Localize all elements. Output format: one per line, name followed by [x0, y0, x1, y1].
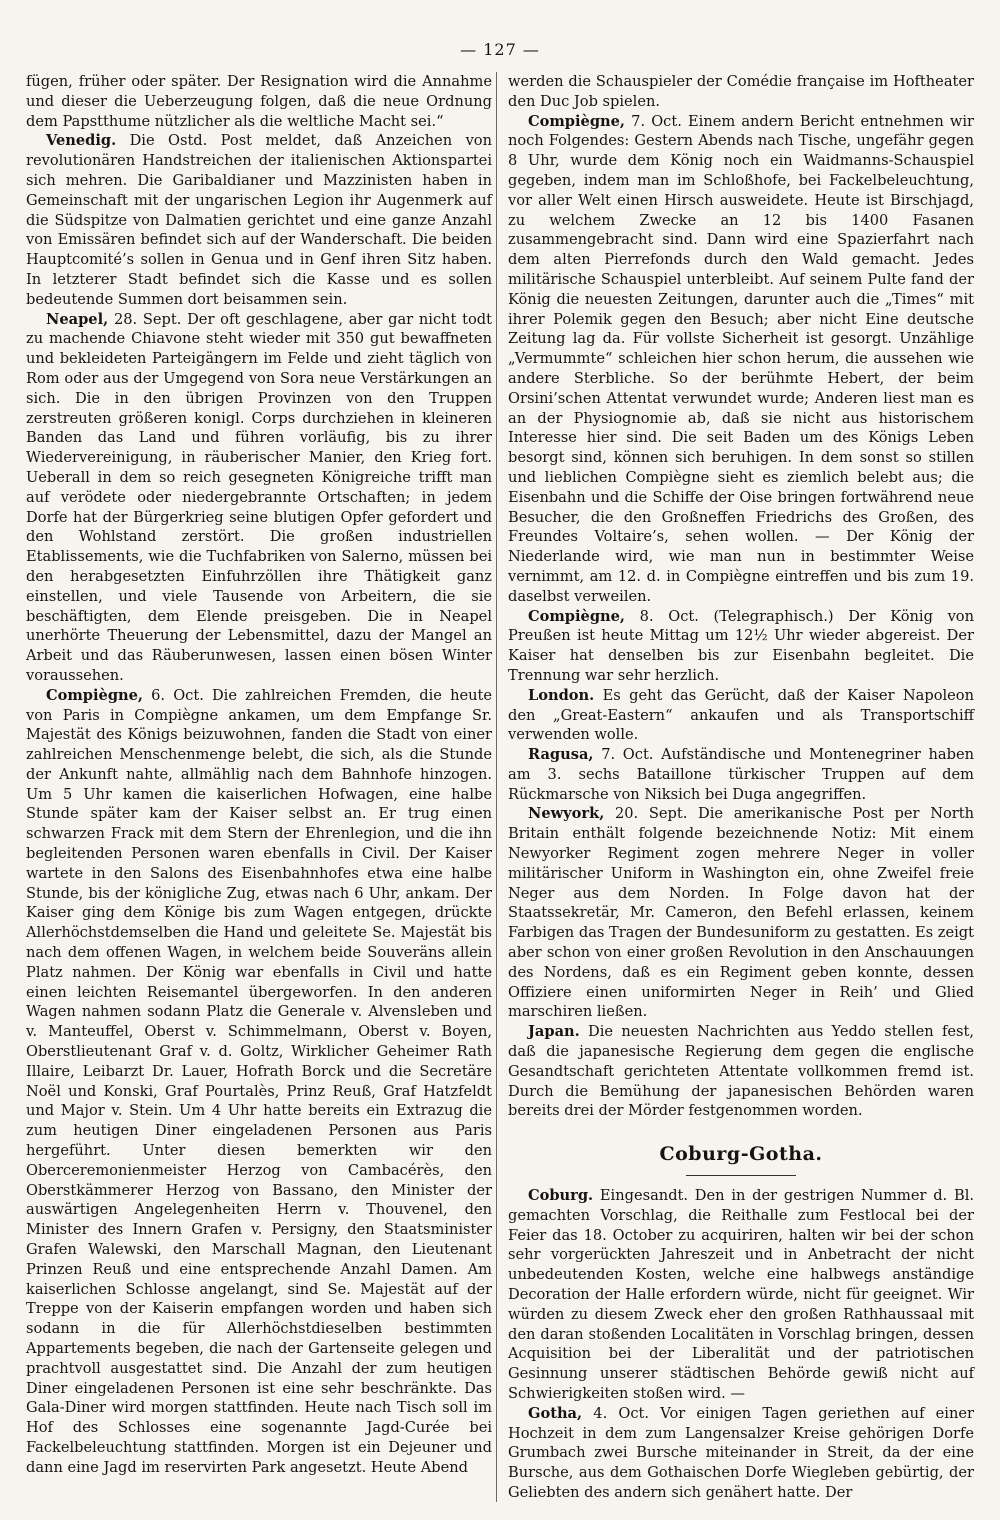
place-dateline: Compiègne,	[46, 686, 144, 704]
article-text: 7. Oct. Einem andern Bericht entnehmen wir noch Folgendes: Gestern Abends nach Tische, ungefähr gegen 8 Uhr, wurde dem König noch ein Waidmanns-Schauspiel gegeben, indem man im Schloßhofe, bei Fackelbeleuchtung, vor aller Welt einen Hirsch ausweidete. Heute ist Birschjagd, zu welchem Zwecke an 12 bis 1400 Fasanen zusammengebracht sind. Dann wird eine Spazierfahrt nach dem alten Pierrefonds durch den Wald gemacht. Jedes militärische Schauspiel unterbleibt. Auf seinem Pulte fand der König die neuesten Zeitungen, darunter auch die „Times“ mit ihrer Polemik gegen den Besuch; aber nicht Eine deutsche Zeitung lag da. Für vollste Sicherheit ist gesorgt. Unzählige „Vermummte“ schleichen hier schon herum, die aussehen wie andere Sterbliche. So der berühmte Hebert, der beim Orsini’schen Attentat verwundet wurde; Anderen liest man es an der Physiognomie ab, daß sie nicht aus historischem Interesse hier sind. Die seit Baden um des Königs Leben besorgt sind, können sich beruhigen. In dem sonst so stillen und lieblichen Compiègne sieht es ziemlich belebt aus; die Eisenbahn und die Schiffe der Oise bringen fortwährend neue Besucher, die den Großneffen Friedrichs des Großen, des Freundes Voltaire’s, sehen wollen. — Der König der Niederlande wird, wie man nun in bestimmter Weise vernimmt, am 12. d. in Compiègne eintreffen und bis zum 19. daselbst verweilen.	[508, 112, 974, 605]
article-text: Die Ostd. Post meldet, daß Anzeichen von revolutionären Handstreichen der italienischen Aktionspartei sich mehren. Die Garibaldianer und Mazzinisten haben in Gemeinschaft mit der ungarischen Legion ihr Augenmerk auf die Südspitze von Dalmatien gerichtet und eine ganze Anzahl von Emissären befindet sich auf der Wanderschaft. Die beiden Hauptcomité’s sollen in Genua und in Genf ihren Sitz haben. In letzterer Stadt befindet sich die Kasse und es sollen bedeutende Summen dort beisammen sein.	[26, 132, 492, 308]
place-dateline: Compiègne,	[528, 112, 626, 130]
article-text: Es geht das Gerücht, daß der Kaiser Napoleon den „Great-Eastern“ ankaufen und als Transportschiff verwenden wolle.	[508, 686, 974, 744]
article-text: Die neuesten Nachrichten aus Yeddo stellen fest, daß die japanesische Regierung dem gegen die englische Gesandtschaft gerichteten Attentate vollkommen fremd ist. Durch die Bemühung der japanesischen Behörden waren bereits drei der Mörder festgenommen worden.	[508, 1023, 974, 1120]
article-paragraph	[26, 310, 492, 686]
article-paragraph	[508, 804, 974, 1022]
right-articles	[508, 72, 974, 1121]
right-column	[508, 72, 974, 1503]
article-paragraph	[508, 607, 974, 686]
article-paragraph	[508, 745, 974, 804]
place-dateline: Venedig.	[46, 132, 117, 150]
article-paragraph	[26, 686, 492, 1478]
place-dateline: Gotha,	[528, 1404, 583, 1422]
article-text: 7. Oct. Aufständische und Montenegriner haben am 3. sechs Bataillone türkischer Truppen auf dem Rückmarsche von Niksich bei Duga angegriffen.	[508, 746, 974, 803]
article-paragraph	[26, 131, 492, 309]
place-dateline: Newyork,	[528, 805, 605, 823]
article-text: Eingesandt. Den in der gestrigen Nummer d. Bl. gemachten Vorschlag, die Reithalle zum Festlocal bei der Feier das 18. October zu acquiriren, halten wir bei der schon sehr vorgerückten Jahreszeit und in Anbetracht der nicht unbedeutenden Kosten, welche eine halbwegs anständige Decoration der Halle erfordern würde, nicht für geeignet. Wir würden zu diesem Zweck eher den großen Rathhaussaal mit den daran stoßenden Localitäten in Vorschlag bringen, dessen Acquisition bei der Liberalität und der patriotischen Gesinnung unserer städtischen Behörde gewiß nicht auf Schwierigkeiten stoßen wird. —	[508, 1187, 974, 1402]
article-text: 4. Oct. Vor einigen Tagen geriethen auf einer Hochzeit in dem zum Langensalzer Kreise gehörigen Dorfe Grumbach zwei Bursche miteinander in Streit, da der eine Bursche, aus dem Gothaischen Dorfe Wiegleben gebürtig, der Geliebten des andern sich genähert hatte. Der	[508, 1404, 974, 1501]
page-number: — 127 —	[460, 40, 540, 59]
section-title: Coburg-Gotha.	[659, 1143, 823, 1166]
article-text: 6. Oct. Die zahlreichen Fremden, die heute von Paris in Compiègne ankamen, um dem Empfange Sr. Majestät des Königs beizuwohnen, fanden die Stadt von einer zahlreichen Menschenmenge belebt, die sich, als die Stunde der Ankunft nahte, allmählig nach dem Bahnhofe hinzogen. Um 5 Uhr kamen die kaiserlichen Hofwagen, eine halbe Stunde später kam der Kaiser selbst an. Er trug einen schwarzen Frack mit dem Stern der Ehrenlegion, und die ihn begleitenden Personen waren ebenfalls in Civil. Der Kaiser wartete in den Salons des Eisenbahnhofes etwa eine halbe Stunde, bis der königliche Zug, etwas nach 6 Uhr, ankam. Der Kaiser ging dem Könige bis zum Wagen entgegen, drückte Allerhöchstdemselben die Hand und geleitete Se. Majestät bis nach dem offenen Wagen, in welchem beide Souveräns allein Platz nahmen. Der König war ebenfalls in Civil und hatte einen leichten Reisemantel übergeworfen. In den anderen Wagen nahmen sodann Platz die Generale v. Alvensleben und v. Manteuffel, Oberst v. Schimmelmann, Oberst v. Boyen, Oberstlieutenant Graf v. d. Goltz, Wirklicher Geheimer Rath Illaire, Leibarzt Dr. Lauer, Hofrath Borck und die Secretäre Noël und Konski, Graf Pourtalès, Prinz Reuß, Graf Hatzfeldt und Major v. Stein. Um 4 Uhr hatte bereits ein Extrazug die zum heutigen Diner eingeladenen Personen aus Paris hergeführt. Unter diesen bemerkten wir den Oberceremonienmeister Herzog von Cambacérès, den Oberstkämmerer Herzog von Bassano, den Minister der auswärtigen Angelegenheiten Herrn v. Thouvenel, den Minister des Innern Grafen v. Persigny, den Staatsminister Grafen Walewski, den Marschall Magnan, den Lieutenant Prinzen Reuß und eine entsprechende Anzahl Damen. Am kaiserlichen Schlosse angelangt, sind Se. Majestät auf der Treppe von der Kaiserin empfangen worden und haben sich sodann in die für Allerhöchstdieselben bestimmten Appartements begeben, die nach der Gartenseite gelegen und prachtvoll ausgestattet sind. Die Anzahl der zum heutigen Diner eingeladenen Personen ist eine sehr beschränkte. Das Gala-Diner wird morgen stattfinden. Heute nach Tisch soll im Hof des Schlosses eine sogenannte Jagd-Curée bei Fackelbeleuchtung stattfinden. Morgen ist ein Dejeuner und dann eine Jagd im reservirten Park angesetzt. Heute Abend	[26, 686, 492, 1476]
place-dateline: Japan.	[528, 1023, 580, 1041]
article-paragraph	[508, 72, 974, 112]
article-text: 28. Sept. Der oft geschlagene, aber gar nicht todt zu machende Chiavone steht wieder mit 350 gut bewaffneten und bekleideten Parteigängern im Felde und zieht täglich von Rom oder aus der Umgegend von Sora neue Verstärkungen an sich. Die in den übrigen Provinzen von den Truppen zerstreuten größeren konigl. Corps durchziehen in kleineren Banden das Land und führen vorläufig, bis zu ihrer Wiedervereinigung, in räuberischer Manier, den Krieg fort. Ueberall in dem so reich gesegneten Königreiche trifft man auf verödete oder niedergebrannte Ortschaften; in jedem Dorfe hat der Bürgerkrieg seine blutigen Opfer gefordert und den Wohlstand zerstört. Die großen industriellen Etablissements, wie die Tuchfabriken von Salerno, müssen bei den herabgesetzten Einfuhrzöllen ihre Thätigkeit ganz einstellen, und viele Tausende von Arbeitern, die sie beschäftigten, dem Elende preisgeben. Die in Neapel unerhörte Theuerung der Lebensmittel, dazu der Mangel an Arbeit und das Räuberunwesen, lassen einen bösen Winter voraussehen.	[26, 310, 492, 684]
article-paragraph	[508, 686, 974, 745]
article-paragraph	[508, 1022, 974, 1121]
article-text: werden die Schauspieler der Comédie française im Hoftheater den Duc Job spielen.	[508, 73, 974, 110]
article-paragraph	[508, 112, 974, 607]
article-paragraph	[508, 1404, 974, 1503]
article-text: 8. Oct. (Telegraphisch.) Der König von Preußen ist heute Mittag um 12½ Uhr wieder abgereist. Der Kaiser hat denselben bis zur Eisenbahn begleitet. Die Trennung war sehr herzlich.	[508, 607, 974, 684]
place-dateline: London.	[528, 686, 595, 704]
article-text: 20. Sept. Die amerikanische Post per North Britain enthält folgende bezeichnende Notiz: Mit einem Newyorker Regiment zogen mehrere Neger in voller militärischer Uniform in Washington ein, ohne Zweifel freie Neger aus dem Norden. In Folge davon hat der Staatssekretär, Mr. Cameron, den Befehl erlassen, keinem Farbigen das Tragen der Bundesuniform zu gestatten. Es zeigt aber schon von einer großen Revolution in den Anschauungen des Nordens, daß es ein Regiment geben konnte, dessen Offiziere einen uniformirten Neger in Reih’ und Glied marschiren ließen.	[508, 805, 974, 1021]
place-dateline: Ragusa,	[528, 746, 594, 764]
article-text: fügen, früher oder später. Der Resignation wird die Annahme und dieser die Ueberzeugung folgen, daß die neue Ordnung dem Papstthume nützlicher als die weltliche Macht sei.“	[26, 73, 492, 130]
place-dateline: Coburg.	[528, 1187, 594, 1205]
place-dateline: Compiègne,	[528, 607, 626, 625]
place-dateline: Neapel,	[46, 310, 109, 328]
section-rule	[686, 1175, 796, 1176]
article-paragraph	[508, 1186, 974, 1404]
section-articles	[508, 1186, 974, 1503]
column-divider	[496, 72, 497, 1502]
article-paragraph	[26, 72, 492, 131]
left-column	[26, 72, 492, 1478]
